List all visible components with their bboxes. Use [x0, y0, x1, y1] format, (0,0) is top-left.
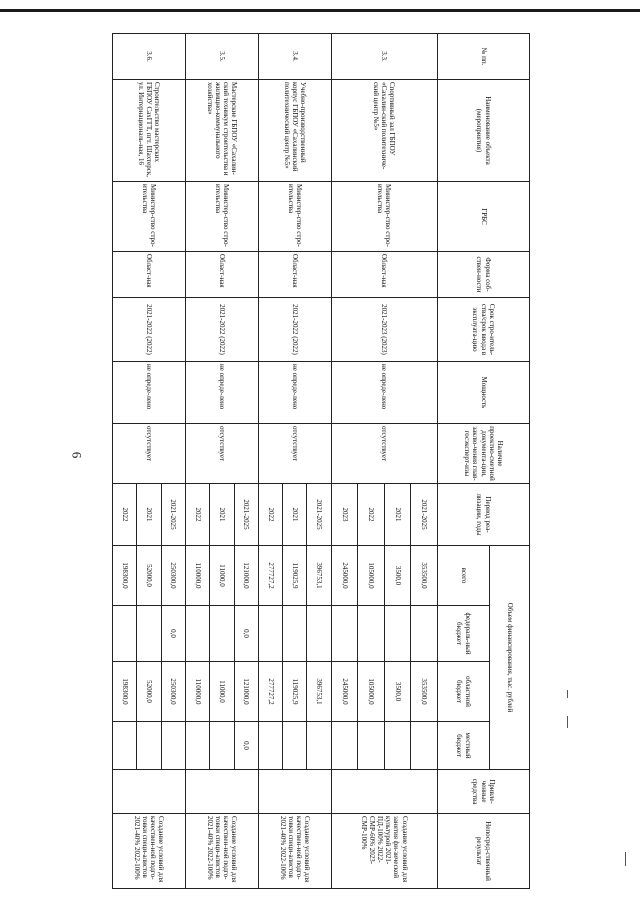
rotated-table-container — [112, 33, 530, 888]
row-local — [307, 722, 331, 770]
row-regional: 11000,0 — [210, 662, 234, 722]
row-total: 105000,0 — [358, 546, 385, 606]
header-regional: областной бюджет — [438, 662, 490, 722]
row-name: Спортивный зал ГБПОУ «Сахалин-ский политехниче-ский центр №5» — [331, 80, 437, 182]
row-name: Строительство мастерских ГБПОУ СахГГТ, пгт. Шахтерск, ул. Интернациональ-ная, 16 — [113, 80, 186, 182]
header-capacity: Мощность — [438, 362, 530, 424]
row-federal — [331, 606, 358, 662]
row-documentation: отсутствует — [113, 424, 186, 484]
row-period: 2021 — [283, 484, 307, 546]
row-total: 245000,0 — [331, 546, 358, 606]
row-num: 3.3. — [331, 34, 437, 80]
row-total: 11000,0 — [210, 546, 234, 606]
row-federal — [283, 606, 307, 662]
row-private — [113, 770, 186, 814]
row-local — [137, 722, 161, 770]
scan-mark — [625, 852, 626, 866]
row-result: Создание условий для занятия фи-зической культурой 2021-ПД-100% 2022-СМР-60% 2023-СМР-100% — [331, 814, 437, 889]
row-federal — [185, 606, 209, 662]
row-regional: 121000,0 — [234, 662, 258, 722]
document-frame — [112, 33, 530, 888]
row-documentation: отсутствует — [185, 424, 258, 484]
row-regional: 105000,0 — [358, 662, 385, 722]
header-num: № пп. — [438, 34, 530, 80]
row-result: Создание условий для качествен-ной подго-товки специ-алистов 2021-40% 2022-100% — [113, 814, 186, 889]
header-documentation: Наличие проектно-сметной документа-ции, заклю-чения глав-госэксперт-изы — [438, 424, 530, 484]
row-local — [185, 722, 209, 770]
row-regional: 245000,0 — [331, 662, 358, 722]
row-term: 2021-2023 (2023) — [331, 298, 437, 362]
header-period: Период реа-лизации, годы — [438, 484, 530, 546]
row-total: 353500,0 — [411, 546, 438, 606]
row-federal — [384, 606, 411, 662]
row-period: 2022 — [185, 484, 209, 546]
row-capacity: не опреде-лено — [113, 362, 186, 424]
row-ownership: Област-ная — [185, 252, 258, 298]
row-period: 2021-2025 — [161, 484, 185, 546]
row-period: 2022 — [358, 484, 385, 546]
row-federal — [411, 606, 438, 662]
row-total: 52000,0 — [137, 546, 161, 606]
row-local — [258, 722, 282, 770]
row-local — [161, 722, 185, 770]
row-documentation: отсутствует — [331, 424, 437, 484]
row-total: 110000,0 — [185, 546, 209, 606]
row-total: 121000,0 — [234, 546, 258, 606]
row-local — [331, 722, 358, 770]
scan-mark — [567, 716, 568, 728]
header-result: Непосред-ственный результат — [438, 814, 530, 889]
header-financing: Объем финансирования, тыс. рублей — [490, 546, 530, 770]
row-period: 2022 — [113, 484, 137, 546]
row-federal: 0,0 — [234, 606, 258, 662]
row-name: Мастерские ГБПОУ «Сахалин-ский техникум строительства и жилищно-коммунального хозяйства» — [185, 80, 258, 182]
row-result: Создание условий для качествен-ной подго-товки специ-алистов 2021-40% 2022-100% — [258, 814, 331, 889]
row-period: 2021-2025 — [234, 484, 258, 546]
row-grbs: Министер-ство стро-ительства — [258, 182, 331, 252]
row-regional: 250300,0 — [161, 662, 185, 722]
row-local — [358, 722, 385, 770]
row-period: 2023 — [331, 484, 358, 546]
header-name: Наименование объекта (мероприятия) — [438, 80, 530, 182]
row-federal — [358, 606, 385, 662]
row-period: 2021 — [384, 484, 411, 546]
header-federal: федераль-ный бюджет — [438, 606, 490, 662]
row-regional: 3500,0 — [384, 662, 411, 722]
row-local — [384, 722, 411, 770]
row-period: 2021 — [210, 484, 234, 546]
row-num: 3.5. — [185, 34, 258, 80]
row-capacity: не опреде-лено — [185, 362, 258, 424]
row-local — [210, 722, 234, 770]
row-regional: 119025,9 — [283, 662, 307, 722]
header-ownership: Форма соб-ствен-ности — [438, 252, 530, 298]
row-local — [113, 722, 137, 770]
row-capacity: не опреде-лено — [258, 362, 331, 424]
row-result: Создание условий для качествен-ной подго-товки специ-алистов 2021-40% 2022-100% — [185, 814, 258, 889]
scan-mark — [567, 690, 568, 698]
row-federal — [113, 606, 137, 662]
row-private — [185, 770, 258, 814]
row-regional: 52000,0 — [137, 662, 161, 722]
row-regional: 353500,0 — [411, 662, 438, 722]
row-total: 277727,2 — [258, 546, 282, 606]
header-grbs: ГРБС — [438, 182, 530, 252]
row-private — [331, 770, 437, 814]
row-local: 0,0 — [234, 722, 258, 770]
page-number: 6 — [69, 451, 85, 459]
row-local — [411, 722, 438, 770]
row-federal — [258, 606, 282, 662]
row-regional: 396753,1 — [307, 662, 331, 722]
row-federal — [137, 606, 161, 662]
row-period: 2022 — [258, 484, 282, 546]
row-term: 2021-2022 (2022) — [113, 298, 186, 362]
row-term: 2021-2022 (2022) — [258, 298, 331, 362]
row-grbs: Министер-ство стро-ительства — [185, 182, 258, 252]
row-total: 250300,0 — [161, 546, 185, 606]
row-local — [283, 722, 307, 770]
row-period: 2021 — [137, 484, 161, 546]
row-grbs: Министер-ство стро-ительства — [331, 182, 437, 252]
row-private — [258, 770, 331, 814]
header-local: местный бюджет — [438, 722, 490, 770]
row-capacity: не опреде-лено — [331, 362, 437, 424]
row-total: 396753,1 — [307, 546, 331, 606]
row-total: 119025,9 — [283, 546, 307, 606]
row-num: 3.4. — [258, 34, 331, 80]
row-federal: 0,0 — [161, 606, 185, 662]
top-border-line — [0, 9, 640, 12]
financing-table — [112, 33, 530, 889]
row-ownership: Област-ная — [331, 252, 437, 298]
row-total: 198300,0 — [113, 546, 137, 606]
header-total: всего — [438, 546, 490, 606]
header-private: Привле-ченные средства — [438, 770, 530, 814]
row-documentation: отсутствует — [258, 424, 331, 484]
row-term: 2021-2022 (2022) — [185, 298, 258, 362]
row-grbs: Министер-ство стро-ительства — [113, 182, 186, 252]
row-federal — [307, 606, 331, 662]
header-construction-term: Срок стро-итель-ства/срок ввода в эксплуата-цию — [438, 298, 530, 362]
row-name: Учебно-производственный корпус ГБПОУ «Сахалинский политехнический центр №5» — [258, 80, 331, 182]
row-ownership: Област-ная — [113, 252, 186, 298]
row-regional: 277727,2 — [258, 662, 282, 722]
row-total: 3500,0 — [384, 546, 411, 606]
row-regional: 198300,0 — [113, 662, 137, 722]
row-num: 3.6. — [113, 34, 186, 80]
row-regional: 110000,0 — [185, 662, 209, 722]
row-period: 2021-2025 — [307, 484, 331, 546]
row-period: 2021-2025 — [411, 484, 438, 546]
row-federal — [210, 606, 234, 662]
row-ownership: Област-ная — [258, 252, 331, 298]
